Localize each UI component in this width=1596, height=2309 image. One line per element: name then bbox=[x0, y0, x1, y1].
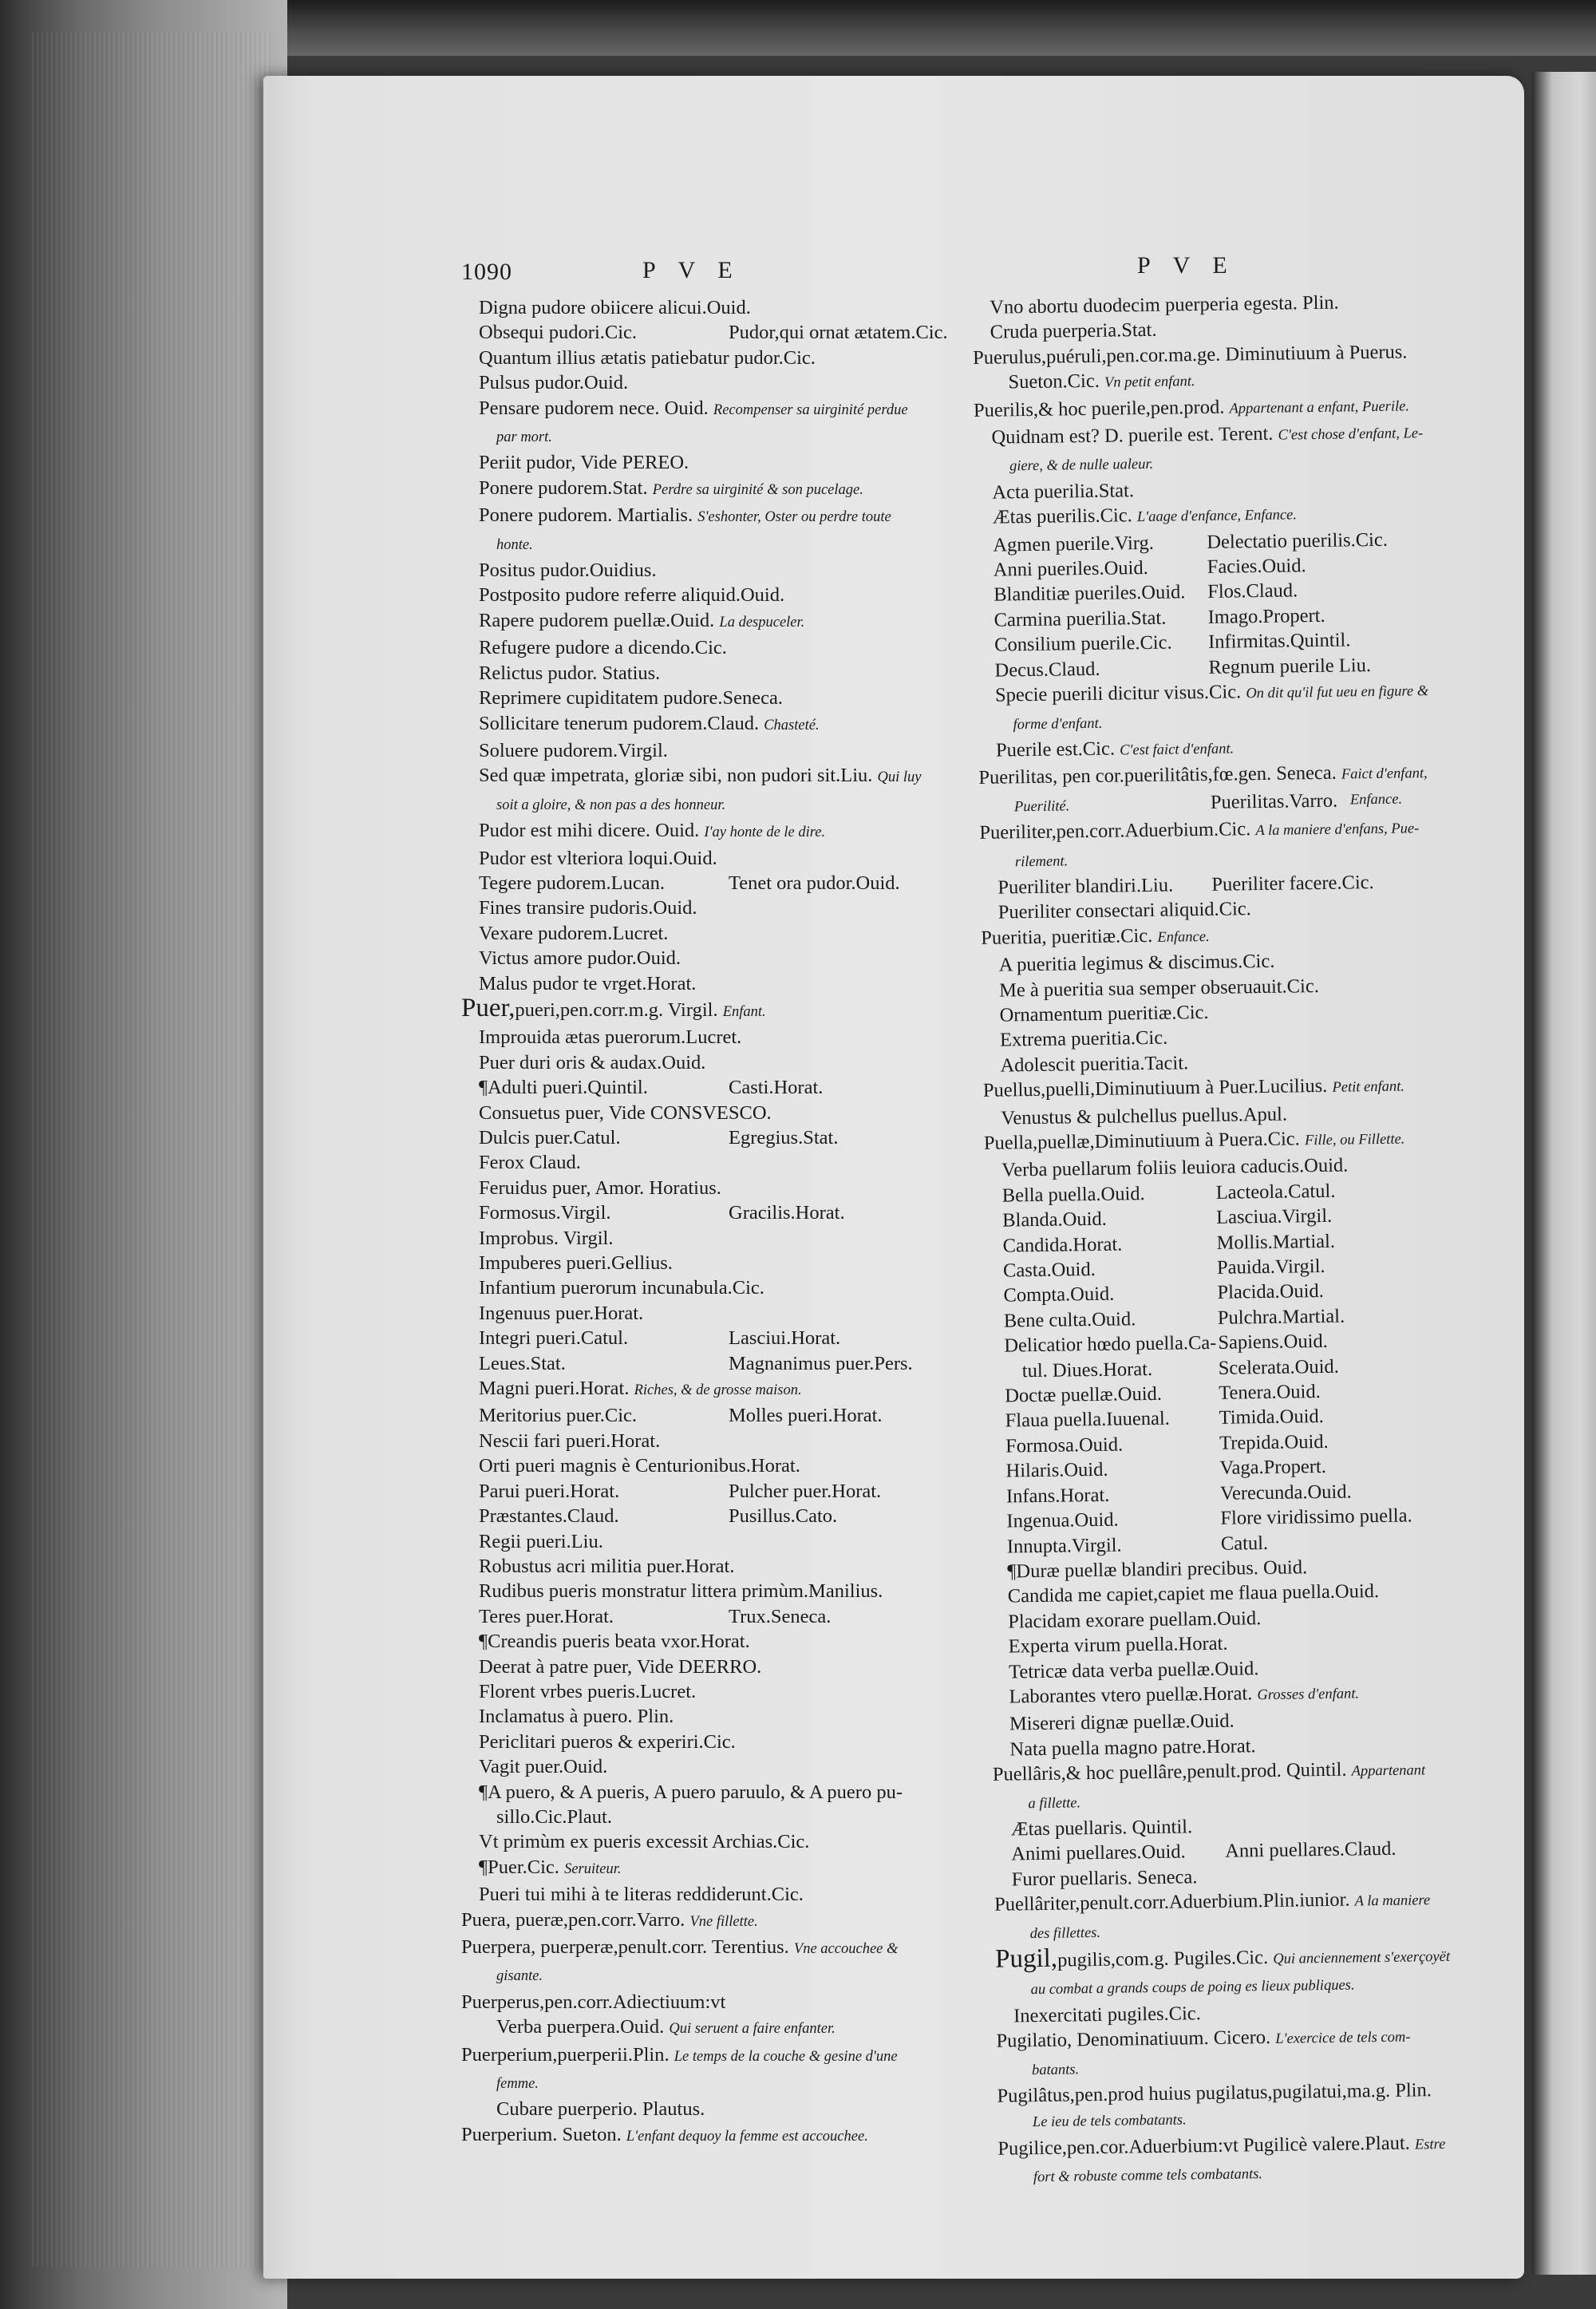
french-gloss: par mort. bbox=[496, 429, 552, 446]
latin-text: Pensare pudorem nece. Ouid. bbox=[479, 397, 709, 419]
entry-line bbox=[461, 583, 1020, 607]
latin-text: Me à pueritia sua semper obseruauit.Cic. bbox=[998, 975, 1320, 1002]
french-gloss: fort & robuste comme tels combatants. bbox=[1033, 2166, 1263, 2186]
entry-line bbox=[461, 971, 1020, 996]
latin-text: Infantium puerorum incunabula.Cic. bbox=[479, 1277, 764, 1299]
french-gloss: gisante. bbox=[496, 1968, 543, 1985]
second-entry: Lasciua.Virgil. bbox=[1215, 1205, 1333, 1229]
entry-line bbox=[461, 2070, 1020, 2097]
latin-text: Sollicitare tenerum pudorem.Claud. bbox=[479, 712, 760, 734]
entry-line bbox=[461, 1579, 1020, 1603]
left-column bbox=[461, 295, 1020, 2149]
latin-text: Vno abortu duodecim puerperia egesta. Plin. bbox=[990, 291, 1339, 318]
entry-line bbox=[461, 531, 1020, 558]
second-entry: Pauida.Virgil. bbox=[1216, 1255, 1325, 1279]
entry-line bbox=[461, 295, 1020, 320]
french-gloss: S'eshonter, Oster ou perdre toute bbox=[697, 509, 891, 526]
latin-text: Postposito pudore referre aliquid.Ouid. bbox=[479, 584, 785, 607]
entry-line bbox=[461, 1429, 1020, 1453]
entry-line bbox=[461, 476, 1020, 503]
latin-text: Flaua puella.Iuuenal. bbox=[1005, 1408, 1171, 1433]
latin-text: Feruidus puer, Amor. Horatius. bbox=[479, 1176, 721, 1199]
entry-line bbox=[461, 1125, 1020, 1150]
second-entry: Magnanimus puer.Pers. bbox=[729, 1352, 913, 1374]
second-entry: Vaga.Propert. bbox=[1219, 1456, 1327, 1480]
french-gloss: Le ieu de tels combatants. bbox=[1032, 2112, 1187, 2131]
latin-text: Puerilis,& hoc puerile,pen.prod. bbox=[973, 396, 1225, 421]
entry-line bbox=[461, 1679, 1020, 1704]
latin-text: Pueri tui mihi à te literas reddiderunt.Cic. bbox=[479, 1884, 804, 1906]
french-gloss: soit a gloire, & non pas a des honneur. bbox=[496, 797, 726, 813]
latin-text: Impuberes pueri.Gellius. bbox=[479, 1252, 673, 1275]
second-entry: Tenet ora pudor.Ouid. bbox=[729, 872, 900, 894]
latin-text: Candida.Horat. bbox=[1002, 1233, 1123, 1257]
latin-text: Specie puerili dicitur visus.Cic. bbox=[994, 681, 1242, 706]
headword: Puer, bbox=[461, 993, 516, 1022]
entry-line bbox=[461, 818, 1020, 845]
latin-text: Infans.Horat. bbox=[1005, 1484, 1110, 1508]
second-entry: Sapiens.Ouid. bbox=[1218, 1330, 1329, 1354]
latin-text: Verba puellarum foliis leuiora caducis.Ouid. bbox=[1001, 1154, 1349, 1181]
french-gloss: Appartenant bbox=[1351, 1762, 1426, 1780]
french-gloss: Faict d'enfant, bbox=[1341, 765, 1428, 783]
entry-line bbox=[461, 711, 1020, 738]
latin-text: Puellus,puelli,Diminutiuum à Puer.Lucilius. bbox=[982, 1075, 1328, 1102]
latin-text: Placidam exorare puellam.Ouid. bbox=[1008, 1607, 1262, 1633]
running-header-left: PVE bbox=[642, 257, 755, 283]
french-gloss: Vne fillette. bbox=[689, 1913, 758, 1930]
latin-text: Victus amore pudor.Ouid. bbox=[479, 947, 681, 970]
entry-line bbox=[461, 661, 1020, 686]
french-gloss: au combat a grands coups de poing es lieux publiques. bbox=[1030, 1977, 1355, 1999]
latin-text: Vexare pudorem.Lucret. bbox=[479, 922, 669, 944]
latin-text: ¶A puero, & A pueris, A puero paruulo, & A puero pu- bbox=[479, 1781, 903, 1803]
latin-text: Ætas puellaris. Quintil. bbox=[1010, 1816, 1193, 1840]
latin-text: Rudibus pueris monstratur littera primùm.Manilius. bbox=[479, 1580, 883, 1603]
french-gloss: Vn petit enfant. bbox=[1104, 374, 1195, 391]
latin-text: Puerile est.Cic. bbox=[995, 737, 1116, 761]
latin-text: Ponere pudorem.Stat. bbox=[479, 476, 648, 499]
latin-text: Pudor est mihi dicere. Ouid. bbox=[479, 820, 700, 842]
french-gloss: Petit enfant. bbox=[1332, 1078, 1405, 1096]
latin-text: Orti pueri magnis è Centurionibus.Horat. bbox=[479, 1455, 800, 1477]
latin-text: Dulcis puer.Catul. bbox=[479, 1127, 621, 1149]
entry-line bbox=[461, 1351, 1020, 1376]
entry-line bbox=[461, 1226, 1020, 1251]
running-header-right: PVE bbox=[1137, 252, 1250, 279]
entry-line bbox=[461, 320, 1020, 345]
latin-text: ¶Creandis pueris beata vxor.Horat. bbox=[479, 1631, 750, 1653]
latin-text: Integri pueri.Catul. bbox=[479, 1327, 629, 1350]
entry-line bbox=[461, 1855, 1020, 1882]
french-gloss: Le temps de la couche & gesine d'une bbox=[674, 2048, 898, 2065]
second-entry: Catul. bbox=[1220, 1532, 1269, 1555]
latin-text: Doctæ puellæ.Ouid. bbox=[1005, 1382, 1163, 1407]
entry-line bbox=[461, 1301, 1020, 1326]
second-entry: Molles pueri.Horat. bbox=[729, 1405, 883, 1427]
latin-text: Ferox Claud. bbox=[479, 1152, 581, 1174]
second-entry: Egregius.Stat. bbox=[729, 1127, 839, 1149]
entry-line bbox=[461, 1554, 1020, 1579]
entry-line bbox=[461, 450, 1020, 475]
latin-text: Puer duri oris & audax.Ouid. bbox=[479, 1051, 706, 1073]
latin-text: Puerpera, puerperæ,penult.corr. Terentius. bbox=[461, 1936, 789, 1958]
second-entry: Mollis.Martial. bbox=[1216, 1230, 1336, 1254]
second-entry: Puerilitas.Varro. bbox=[1210, 789, 1338, 813]
latin-text: Animi puellares.Ouid. bbox=[1011, 1840, 1186, 1865]
entry-line bbox=[461, 738, 1020, 763]
latin-text: Digna pudore obiicere alicui.Ouid. bbox=[479, 297, 751, 318]
latin-text: Agmen puerile.Virg. bbox=[993, 532, 1155, 556]
french-gloss: A la maniere bbox=[1354, 1892, 1431, 1910]
entry-line bbox=[461, 2042, 1020, 2070]
latin-text: Casta.Ouid. bbox=[1002, 1258, 1096, 1282]
latin-text: Vt primùm ex pueris excessit Archias.Cic. bbox=[479, 1831, 810, 1853]
entry-line bbox=[461, 2014, 1020, 2042]
french-gloss: Qui anciennement s'exerçoyët bbox=[1273, 1948, 1451, 1967]
latin-text: Quidnam est? D. puerile est. Terent. bbox=[991, 422, 1274, 449]
entry-line bbox=[461, 635, 1020, 660]
entry-line bbox=[461, 1150, 1020, 1175]
entry-line bbox=[461, 1479, 1020, 1504]
second-entry: Casti.Horat. bbox=[729, 1077, 824, 1099]
latin-text: Pudor est vlteriora loqui.Ouid. bbox=[479, 847, 717, 869]
second-entry: Flore viridissimo puella. bbox=[1220, 1504, 1412, 1529]
latin-text: Positus pudor.Ouidius. bbox=[479, 559, 657, 582]
latin-text: Periit pudor, Vide PEREO. bbox=[479, 452, 689, 474]
entry-line bbox=[461, 946, 1020, 971]
latin-text: tul. Diues.Horat. bbox=[1021, 1358, 1153, 1382]
entry-line bbox=[461, 1050, 1020, 1075]
entry-line bbox=[461, 1275, 1020, 1300]
french-gloss: rilement. bbox=[1014, 852, 1069, 870]
latin-text: Ingenuus puer.Horat. bbox=[479, 1302, 644, 1324]
french-gloss: Qui seruent a faire enfanter. bbox=[669, 2021, 836, 2038]
entry-line bbox=[461, 921, 1020, 946]
second-entry: Flos.Claud. bbox=[1207, 579, 1298, 603]
second-entry: Trepida.Ouid. bbox=[1219, 1430, 1329, 1454]
latin-text: Soluere pudorem.Virgil. bbox=[479, 739, 668, 761]
french-gloss: Qui luy bbox=[877, 769, 922, 786]
latin-text: Ætas puerilis.Cic. bbox=[992, 504, 1132, 528]
entry-line bbox=[461, 1326, 1020, 1350]
latin-text: Sed quæ impetrata, gloriæ sibi, non pudori sit.Liu. bbox=[479, 765, 873, 787]
second-entry: Anni puellares.Claud. bbox=[1225, 1838, 1396, 1863]
latin-text: pueri,pen.corr.m.g. Virgil. bbox=[515, 998, 718, 1021]
latin-text: Verba puerpera.Ouid. bbox=[496, 2016, 665, 2038]
latin-text: pueræ,pen.corr.Varro. bbox=[516, 1908, 685, 1931]
latin-text: Ponere pudorem. Martialis. bbox=[479, 504, 693, 527]
french-gloss: Seruiteur. bbox=[564, 1860, 622, 1877]
entry-line bbox=[461, 1882, 1020, 1907]
latin-text: Cubare puerperio. Plautus. bbox=[496, 2098, 705, 2121]
latin-text: Pueriliter blandiri.Liu. bbox=[998, 874, 1174, 899]
french-gloss: L'enfant dequoy la femme est accouchee. bbox=[626, 2128, 868, 2145]
latin-text: Puerperium. Sueton. bbox=[461, 2123, 622, 2145]
latin-text: Delicatior hœdo puella.Ca- bbox=[1004, 1332, 1217, 1357]
french-gloss: Enfance. bbox=[1349, 791, 1403, 809]
latin-text: Candida me capiet,capiet me flaua puella.Ouid. bbox=[1007, 1580, 1380, 1607]
entry-line bbox=[461, 1908, 1020, 1935]
french-gloss: Fille, ou Fillette. bbox=[1304, 1131, 1405, 1149]
latin-text: Puerperium,puerperii.Plin. bbox=[461, 2043, 670, 2066]
french-gloss: Recompenser sa uirginité perdue bbox=[713, 401, 908, 418]
second-entry: Scelerata.Ouid. bbox=[1218, 1355, 1339, 1379]
entry-line bbox=[461, 1075, 1020, 1100]
latin-text: Magni pueri.Horat. bbox=[479, 1378, 630, 1400]
french-gloss: C'est chose d'enfant, Le- bbox=[1278, 425, 1424, 444]
latin-text: ¶Adulti pueri.Quintil. bbox=[479, 1077, 648, 1099]
latin-text: Formosus.Virgil. bbox=[479, 1202, 611, 1224]
entry-line bbox=[461, 1376, 1020, 1403]
entry-line bbox=[461, 1935, 1020, 1962]
latin-text: Puellâriter,penult.corr.Aduerbium.Plin.iunior. bbox=[994, 1888, 1350, 1916]
facing-page-edge bbox=[1532, 72, 1596, 2275]
entry-line bbox=[461, 370, 1020, 395]
latin-text: Vagit puer.Ouid. bbox=[479, 1756, 608, 1778]
entry-line bbox=[461, 1780, 1020, 1805]
latin-text: Parui pueri.Horat. bbox=[479, 1480, 620, 1502]
latin-text: Cruda puerperia.Stat. bbox=[990, 319, 1157, 344]
second-entry: Tenera.Ouid. bbox=[1219, 1381, 1321, 1404]
entry-line bbox=[461, 871, 1020, 896]
french-gloss: L'exercice de tels com- bbox=[1275, 2029, 1411, 2048]
latin-text: Pugilice,pen.cor.Aduerbium:vt Pugilicè valere.Plaut. bbox=[998, 2132, 1411, 2160]
latin-text: Refugere pudore a dicendo.Cic. bbox=[479, 637, 727, 659]
latin-text: Carmina puerilia.Stat. bbox=[994, 607, 1167, 631]
entry-line bbox=[461, 1704, 1020, 1729]
latin-text: Improuida ætas puerorum.Lucret. bbox=[479, 1026, 742, 1049]
latin-text: Furor puellaris. Seneca. bbox=[1011, 1866, 1198, 1891]
entry-line bbox=[461, 1629, 1020, 1654]
entry-line bbox=[461, 2122, 1020, 2149]
second-entry: Imago.Propert. bbox=[1207, 604, 1325, 628]
second-entry: Lasciui.Horat. bbox=[729, 1327, 841, 1350]
second-entry: Pudor,qui ornat ætatem.Cic. bbox=[729, 322, 948, 344]
latin-text: ¶Puer.Cic. bbox=[479, 1856, 559, 1878]
entry-line bbox=[461, 1529, 1020, 1554]
entry-line bbox=[461, 1962, 1020, 1989]
latin-text: Puellâris,& hoc puellâre,penult.prod. Quintil. bbox=[992, 1758, 1347, 1785]
french-gloss: giere, & de nulle ualeur. bbox=[1009, 457, 1154, 475]
french-gloss: On dit qu'il fut ueu en figure & bbox=[1246, 683, 1429, 702]
entry-line bbox=[461, 1101, 1020, 1125]
entry-line bbox=[461, 1251, 1020, 1275]
latin-text: Inexercitati pugiles.Cic. bbox=[1013, 2003, 1201, 2027]
latin-text: Obsequi pudori.Cic. bbox=[479, 322, 638, 344]
second-entry: Pulchra.Martial. bbox=[1217, 1305, 1345, 1329]
latin-text: Quantum illius ætatis patiebatur pudor.Cic. bbox=[479, 346, 816, 369]
french-gloss: Estre bbox=[1414, 2136, 1446, 2153]
entry-line bbox=[461, 993, 1020, 1025]
latin-text: Meritorius puer.Cic. bbox=[479, 1405, 638, 1427]
second-entry: Placida.Ouid. bbox=[1217, 1280, 1325, 1304]
entry-line bbox=[461, 1604, 1020, 1629]
second-entry: Trux.Seneca. bbox=[729, 1605, 832, 1627]
french-gloss: Puerilité. bbox=[1013, 798, 1070, 816]
latin-text: Consuetus puer, Vide CONSVESCO. bbox=[479, 1101, 772, 1124]
entry-line bbox=[461, 1730, 1020, 1754]
latin-text: Pueriliter consectari aliquid.Cic. bbox=[998, 898, 1252, 923]
second-entry: Lacteola.Catul. bbox=[1215, 1180, 1336, 1204]
latin-text: Venustus & pulchellus puellus.Apul. bbox=[1001, 1103, 1288, 1129]
entry-line bbox=[461, 763, 1020, 790]
french-gloss: Chasteté. bbox=[764, 717, 820, 733]
entry-line bbox=[461, 1829, 1020, 1854]
french-gloss: La despuceler. bbox=[719, 614, 805, 631]
latin-text: Decus.Claud. bbox=[994, 658, 1100, 682]
latin-text: A pueritia legimus & discimus.Cic. bbox=[998, 950, 1275, 976]
second-entry: Verecunda.Ouid. bbox=[1219, 1481, 1352, 1504]
latin-text: Laborantes vtero puellæ.Horat. bbox=[1009, 1682, 1253, 1708]
latin-text: Improbus. Virgil. bbox=[479, 1227, 614, 1249]
entry-line bbox=[461, 1990, 1020, 2014]
latin-text: Extrema pueritia.Cic. bbox=[999, 1027, 1168, 1051]
latin-text: Anni pueriles.Ouid. bbox=[993, 557, 1148, 581]
french-gloss: forme d'enfant. bbox=[1013, 715, 1103, 733]
latin-text: Adolescit pueritia.Tacit. bbox=[1000, 1052, 1189, 1077]
latin-text: Ornamentum pueritiæ.Cic. bbox=[999, 1001, 1209, 1026]
latin-text: Innupta.Virgil. bbox=[1006, 1534, 1122, 1558]
latin-text: Pugilâtus,pen.prod huius pugilatus,pugilatui,ma.g. Plin. bbox=[997, 2079, 1432, 2107]
page-number: 1090 bbox=[461, 259, 512, 285]
entry-line bbox=[461, 423, 1020, 450]
book-page-lines bbox=[32, 32, 271, 2267]
entry-line bbox=[461, 791, 1020, 818]
second-entry: Delectatio puerilis.Cic. bbox=[1207, 528, 1389, 553]
french-gloss: femme. bbox=[496, 2076, 539, 2093]
french-gloss: Appartenant a enfant, Puerile. bbox=[1229, 397, 1410, 417]
second-entry: Infirmitas.Quintil. bbox=[1207, 629, 1351, 654]
second-entry: Pusillus.Cato. bbox=[729, 1505, 838, 1528]
latin-text: Bene culta.Ouid. bbox=[1003, 1308, 1136, 1332]
french-gloss: des fillettes. bbox=[1029, 1924, 1101, 1942]
french-gloss: Riches, & de grosse maison. bbox=[634, 1382, 802, 1399]
french-gloss: Vne accouchee & bbox=[793, 1941, 899, 1957]
entry-line bbox=[461, 846, 1020, 871]
french-gloss: Perdre sa uirginité & son pucelage. bbox=[652, 481, 863, 498]
latin-text: Rapere pudorem puellæ.Ouid. bbox=[479, 609, 715, 631]
entry-line bbox=[461, 503, 1020, 530]
french-gloss: L'aage d'enfance, Enfance. bbox=[1136, 507, 1298, 526]
latin-text: Misereri dignæ puellæ.Ouid. bbox=[1009, 1710, 1235, 1735]
entry-line bbox=[461, 686, 1020, 710]
latin-text: ¶Duræ puellæ blandiri precibus. Ouid. bbox=[1007, 1556, 1308, 1583]
entry-line bbox=[461, 1176, 1020, 1200]
latin-text: Acta puerilia.Stat. bbox=[992, 480, 1135, 504]
latin-text: Inclamatus à puero. Plin. bbox=[479, 1706, 674, 1728]
second-entry: Regnum puerile Liu. bbox=[1208, 654, 1372, 678]
latin-text: Blanda.Ouid. bbox=[1002, 1208, 1108, 1232]
entry-line bbox=[461, 2097, 1020, 2121]
latin-text: Teres puer.Horat. bbox=[479, 1605, 614, 1627]
latin-text: Tegere pudorem.Lucan. bbox=[479, 872, 665, 894]
entry-line bbox=[461, 1655, 1020, 1679]
french-gloss: A la maniere d'enfans, Pue- bbox=[1255, 820, 1420, 840]
second-entry: Facies.Ouid. bbox=[1207, 555, 1306, 578]
latin-text: Puella,puellæ,Diminutiuum à Puera.Cic. bbox=[983, 1128, 1301, 1154]
latin-text: Ingenua.Ouid. bbox=[1006, 1508, 1119, 1532]
latin-text: Experta virum puella.Horat. bbox=[1008, 1632, 1228, 1658]
latin-text: Robustus acri militia puer.Horat. bbox=[479, 1555, 735, 1577]
latin-text: Compta.Ouid. bbox=[1003, 1283, 1115, 1307]
second-entry: Timida.Ouid. bbox=[1219, 1406, 1325, 1429]
french-gloss: C'est faict d'enfant. bbox=[1119, 741, 1235, 759]
entry-line bbox=[461, 1754, 1020, 1779]
latin-text: Puerulus,puéruli,pen.cor.ma.ge. Diminutiuum à Puerus. bbox=[972, 341, 1408, 369]
latin-text: Pugilatio, Denominatiuum. Cicero. bbox=[996, 2026, 1271, 2053]
entry-line bbox=[461, 1453, 1020, 1478]
latin-text: Præstantes.Claud. bbox=[479, 1505, 619, 1528]
latin-text: Tetricæ data verba puellæ.Ouid. bbox=[1008, 1657, 1259, 1683]
latin-text: Consilium puerile.Cic. bbox=[994, 631, 1172, 656]
headword: Puera, bbox=[461, 1908, 511, 1931]
latin-text: pugilis,com.g. Pugiles.Cic. bbox=[1057, 1947, 1269, 1971]
entry-line bbox=[461, 558, 1020, 583]
latin-text: Formosa.Ouid. bbox=[1005, 1433, 1124, 1457]
latin-text: Hilaris.Ouid. bbox=[1005, 1459, 1108, 1482]
latin-text: Blanditiæ pueriles.Ouid. bbox=[994, 581, 1186, 607]
latin-text: Fines transire pudoris.Ouid. bbox=[479, 897, 697, 919]
latin-text: Reprimere cupiditatem pudore.Seneca. bbox=[479, 687, 783, 710]
second-entry: Pueriliter facere.Cic. bbox=[1211, 871, 1374, 896]
french-gloss: Enfance. bbox=[1157, 928, 1210, 946]
latin-text: Periclitari pueros & experiri.Cic. bbox=[479, 1730, 736, 1753]
french-gloss: a fillette. bbox=[1028, 1794, 1081, 1812]
entry-line bbox=[461, 896, 1020, 920]
latin-text: sillo.Cic.Plaut. bbox=[496, 1805, 612, 1828]
latin-text: Bella puella.Ouid. bbox=[1001, 1182, 1145, 1207]
right-column bbox=[972, 288, 1509, 2191]
entry-line bbox=[461, 1025, 1020, 1050]
entry-line bbox=[461, 1504, 1020, 1528]
latin-text: Sueton.Cic. bbox=[1008, 370, 1100, 393]
latin-text: Leues.Stat. bbox=[479, 1352, 566, 1374]
entry-line bbox=[461, 1403, 1020, 1428]
latin-text: Puerperus,pen.corr.Adiectiuum:vt bbox=[461, 1991, 726, 2013]
latin-text: Relictus pudor. Statius. bbox=[479, 662, 661, 684]
latin-text: Florent vrbes pueris.Lucret. bbox=[479, 1680, 697, 1702]
latin-text: Pueriliter,pen.corr.Aduerbium.Cic. bbox=[979, 818, 1251, 844]
second-entry: Pulcher puer.Horat. bbox=[729, 1480, 882, 1502]
french-gloss: Grosses d'enfant. bbox=[1257, 1686, 1360, 1704]
french-gloss: Enfant. bbox=[722, 1003, 766, 1020]
latin-text: Malus pudor te vrget.Horat. bbox=[479, 972, 697, 994]
french-gloss: I'ay honte de le dire. bbox=[704, 824, 826, 841]
entry-line bbox=[461, 1200, 1020, 1225]
second-entry: Gracilis.Horat. bbox=[729, 1202, 845, 1224]
latin-text: Nata puella magno patre.Horat. bbox=[1009, 1734, 1256, 1761]
entry-line bbox=[461, 608, 1020, 635]
entry-line bbox=[461, 1805, 1020, 1829]
latin-text: Pueritia, pueritiæ.Cic. bbox=[981, 924, 1153, 949]
latin-text: Regii pueri.Liu. bbox=[479, 1530, 603, 1552]
entry-line bbox=[461, 396, 1020, 423]
entry-line bbox=[461, 346, 1020, 370]
french-gloss: honte. bbox=[496, 536, 533, 553]
latin-text: Pulsus pudor.Ouid. bbox=[479, 372, 629, 394]
latin-text: Deerat à patre puer, Vide DEERRO. bbox=[479, 1655, 762, 1678]
headword: Pugil, bbox=[994, 1943, 1058, 1974]
french-gloss: batants. bbox=[1031, 2061, 1080, 2078]
latin-text: Puerilitas, pen cor.puerilitâtis,fœ.gen. Seneca. bbox=[978, 761, 1337, 789]
latin-text: Nescii fari pueri.Horat. bbox=[479, 1429, 661, 1452]
